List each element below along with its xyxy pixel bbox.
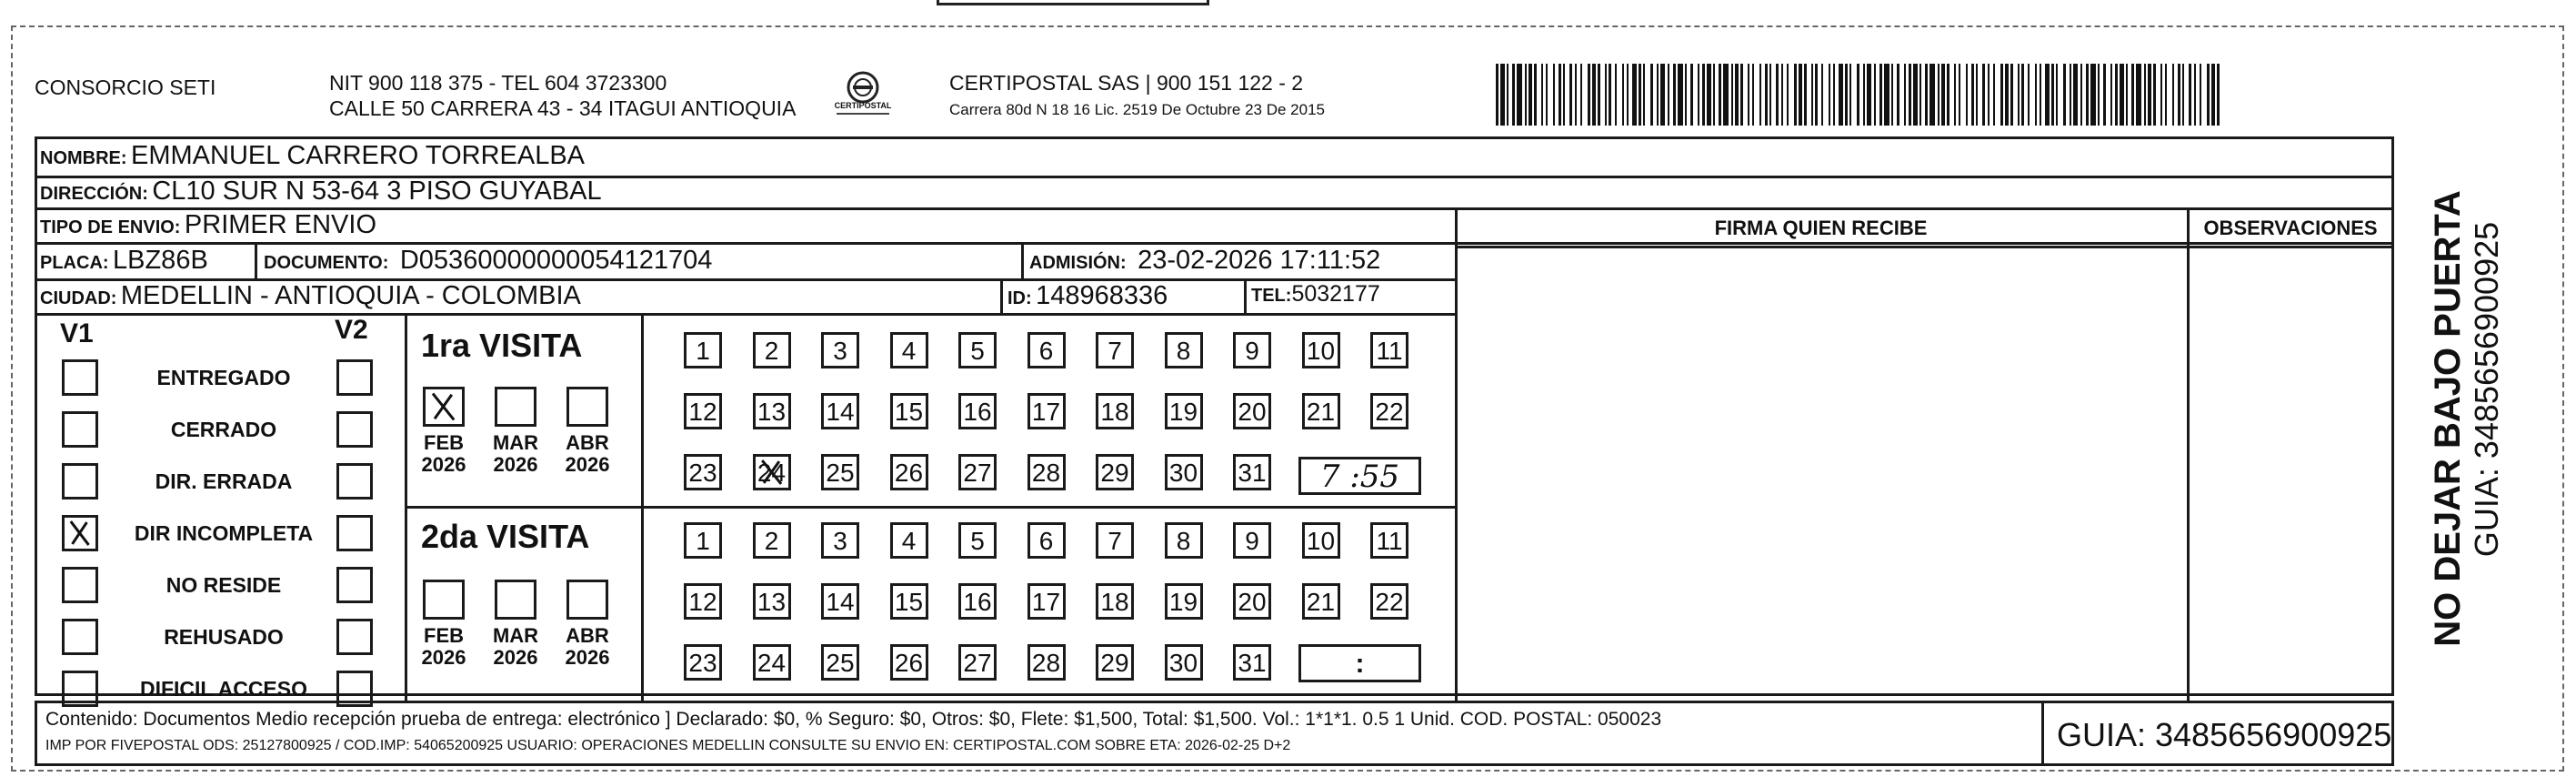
day-box-17[interactable]: 17	[1027, 583, 1066, 620]
day-box-31[interactable]: 31	[1233, 454, 1271, 490]
no-dejar-bajo-puerta: NO DEJAR BAJO PUERTA	[2428, 190, 2468, 647]
month-name: MAR	[492, 431, 539, 454]
day-box-19[interactable]: 19	[1165, 393, 1203, 429]
month-label	[412, 432, 476, 476]
v2-checkbox[interactable]	[336, 463, 373, 500]
day-box-30[interactable]: 30	[1165, 454, 1203, 490]
status-label: ENTREGADO	[156, 366, 291, 389]
tipo-label: TIPO DE ENVIO:	[40, 217, 181, 237]
day-box-31[interactable]: 31	[1233, 644, 1271, 681]
nombre-row	[40, 143, 585, 169]
day-box-5[interactable]: 5	[958, 522, 997, 559]
day-box-4[interactable]: 4	[890, 332, 928, 368]
admision-cell	[1029, 247, 1380, 274]
day-box-3[interactable]: 3	[821, 522, 859, 559]
month-checkbox[interactable]	[566, 387, 608, 427]
placa-label: PLACA:	[40, 253, 109, 273]
day-box-4[interactable]: 4	[890, 522, 928, 559]
day-box-21[interactable]: 21	[1302, 583, 1340, 620]
documento-value: D05360000000054121704	[399, 246, 713, 275]
status-label: DIFICIL ACCESO	[139, 677, 307, 701]
month-year: 2026	[493, 646, 538, 670]
month-checkbox[interactable]	[495, 387, 536, 427]
top-fold-mark	[937, 0, 1209, 5]
direccion-row	[40, 178, 602, 205]
ciudad-cell	[40, 283, 581, 309]
ciudad-label: CIUDAD:	[40, 288, 117, 308]
day-box-20[interactable]: 20	[1233, 583, 1271, 620]
day-box-21[interactable]: 21	[1302, 393, 1340, 429]
day-box-14[interactable]: 14	[821, 583, 859, 620]
handwritten-mark	[426, 389, 462, 424]
day-box-27[interactable]: 27	[958, 644, 997, 681]
status-label: NO RESIDE	[165, 573, 282, 597]
v2-checkbox[interactable]	[336, 671, 373, 707]
first-visit-time-box[interactable]	[1298, 457, 1421, 495]
v2-checkbox[interactable]	[336, 359, 373, 396]
tel-cell	[1251, 283, 1380, 306]
status-label: DIR. ERRADA	[155, 469, 293, 493]
tipo-value: PRIMER ENVIO	[184, 210, 377, 239]
day-box-10[interactable]: 10	[1302, 332, 1340, 368]
logo-text: CERTIPOSTAL	[834, 101, 892, 110]
day-box-24[interactable]: 24	[753, 644, 791, 681]
day-box-18[interactable]: 18	[1096, 583, 1134, 620]
month-label	[484, 625, 547, 669]
day-box-16[interactable]: 16	[958, 583, 997, 620]
documento-cell	[264, 247, 712, 274]
day-box-25[interactable]: 25	[821, 644, 859, 681]
signature-area[interactable]	[1459, 250, 2182, 698]
day-box-25[interactable]: 25	[821, 454, 859, 490]
address-line: CALLE 50 CARRERA 43 - 34 ITAGUI ANTIOQUIA	[329, 96, 797, 120]
day-box-12[interactable]: 12	[684, 583, 722, 620]
tel-label: TEL:	[1251, 286, 1292, 306]
first-visit-time: 7 :55	[1319, 459, 1400, 495]
month-year: 2026	[565, 453, 610, 477]
day-box-1[interactable]: 1	[684, 332, 722, 368]
day-box-3[interactable]: 3	[821, 332, 859, 368]
day-box-30[interactable]: 30	[1165, 644, 1203, 681]
v2-label: V2	[335, 315, 368, 345]
v2-checkbox[interactable]	[336, 515, 373, 551]
day-box-13[interactable]: 13	[753, 393, 791, 429]
admision-value: 23-02-2026 17:11:52	[1138, 246, 1381, 275]
day-box-23[interactable]: 23	[684, 454, 722, 490]
nombre-label: NOMBRE:	[40, 148, 127, 168]
day-box-17[interactable]: 17	[1027, 393, 1066, 429]
day-box-15[interactable]: 15	[890, 583, 928, 620]
day-box-7[interactable]: 7	[1096, 522, 1134, 559]
id-cell	[1007, 283, 1168, 309]
day-box-28[interactable]: 28	[1027, 644, 1066, 681]
nombre-value: EMMANUEL CARRERO TORREALBA	[131, 141, 586, 170]
id-label: ID:	[1007, 288, 1032, 308]
direccion-value: CL10 SUR N 53-64 3 PISO GUYABAL	[152, 177, 602, 206]
day-box-11[interactable]: 11	[1370, 522, 1408, 559]
day-box-22[interactable]: 22	[1370, 393, 1408, 429]
footer-imp: IMP POR FIVEPOSTAL ODS: 25127800925 / COD.IMP: 54065200925 USUARIO: OPERACIONES MEDELLIN CONSULTE SU ENVIO EN: CERTIPOSTAL.COM SOBRE ETA: 2026-02-25 D+2	[45, 738, 1291, 753]
second-visit-title: 2da VISITA	[421, 518, 590, 555]
day-box-29[interactable]: 29	[1096, 454, 1134, 490]
month-year: 2026	[565, 646, 610, 670]
first-visit-title: 1ra VISITA	[421, 327, 583, 364]
v2-checkbox[interactable]	[336, 567, 373, 603]
day-box-8[interactable]: 8	[1165, 522, 1203, 559]
day-box-28[interactable]: 28	[1027, 454, 1066, 490]
day-box-2[interactable]: 2	[753, 332, 791, 368]
v2-checkbox[interactable]	[336, 619, 373, 655]
month-year: 2026	[493, 453, 538, 477]
month-label	[484, 432, 547, 476]
month-checkbox[interactable]	[566, 580, 608, 620]
license-line: Carrera 80d N 18 16 Lic. 2519 De Octubre 23 De 2015	[949, 101, 1325, 118]
tel-value: 5032177	[1291, 281, 1380, 307]
id-value: 148968336	[1036, 281, 1168, 310]
barcode	[1496, 64, 2219, 126]
month-name: ABR	[566, 624, 609, 647]
day-box-19[interactable]: 19	[1165, 583, 1203, 620]
day-box-26[interactable]: 26	[890, 644, 928, 681]
status-label: REHUSADO	[164, 625, 284, 649]
month-label	[412, 625, 476, 669]
day-box-29[interactable]: 29	[1096, 644, 1134, 681]
certipostal-logo	[831, 69, 895, 122]
day-box-9[interactable]: 9	[1233, 332, 1271, 368]
day-box-27[interactable]: 27	[958, 454, 997, 490]
v1-label: V1	[60, 318, 94, 348]
day-box-24[interactable]: 24	[753, 454, 791, 490]
nit-line: NIT 900 118 375 - TEL 604 3723300	[329, 71, 667, 95]
admision-label: ADMISIÓN:	[1029, 253, 1127, 273]
day-box-6[interactable]: 6	[1027, 332, 1066, 368]
day-box-6[interactable]: 6	[1027, 522, 1066, 559]
day-box-15[interactable]: 15	[890, 393, 928, 429]
day-box-1[interactable]: 1	[684, 522, 722, 559]
day-box-8[interactable]: 8	[1165, 332, 1203, 368]
tipo-row	[40, 212, 376, 238]
day-box-12[interactable]: 12	[684, 393, 722, 429]
footer-guia: GUIA: 3485656900925	[2057, 716, 2392, 753]
day-box-9[interactable]: 9	[1233, 522, 1271, 559]
firma-header: FIRMA QUIEN RECIBE	[1714, 217, 1928, 239]
day-box-13[interactable]: 13	[753, 583, 791, 620]
month-name: MAR	[492, 624, 539, 647]
ciudad-value: MEDELLIN - ANTIOQUIA - COLOMBIA	[120, 281, 581, 310]
month-year: 2026	[421, 453, 466, 477]
observaciones-header: OBSERVACIONES	[2203, 217, 2378, 239]
placa-cell	[40, 247, 208, 274]
month-year: 2026	[421, 646, 466, 670]
month-checkbox[interactable]	[423, 580, 465, 620]
month-checkbox[interactable]	[423, 387, 465, 427]
day-box-7[interactable]: 7	[1096, 332, 1134, 368]
placa-value: LBZ86B	[113, 246, 208, 275]
documento-label: DOCUMENTO:	[264, 253, 389, 273]
month-label	[556, 432, 619, 476]
month-name: ABR	[566, 431, 609, 454]
status-label: DIR INCOMPLETA	[134, 521, 314, 545]
day-box-20[interactable]: 20	[1233, 393, 1271, 429]
status-label: CERRADO	[170, 418, 277, 441]
day-box-18[interactable]: 18	[1096, 393, 1134, 429]
month-label	[556, 625, 619, 669]
observaciones-area[interactable]	[2191, 250, 2391, 698]
direccion-label: DIRECCIÓN:	[40, 184, 148, 204]
day-box-11[interactable]: 11	[1370, 332, 1408, 368]
day-box-10[interactable]: 10	[1302, 522, 1340, 559]
day-box-5[interactable]: 5	[958, 332, 997, 368]
cert-line: CERTIPOSTAL SAS | 900 151 122 - 2	[949, 71, 1304, 95]
handwritten-mark	[756, 457, 788, 488]
footer-contenido: Contenido: Documentos Medio recepción prueba de entrega: electrónico ] Declarado: $0, % Seguro: $0, Otros: $0, Flete: $1,500, Total: $1,500. Vol.: 1*1*1. 0.5 1 Unid. COD. POSTAL: 050023	[45, 709, 1662, 730]
day-box-14[interactable]: 14	[821, 393, 859, 429]
day-box-2[interactable]: 2	[753, 522, 791, 559]
day-box-16[interactable]: 16	[958, 393, 997, 429]
month-checkbox[interactable]	[495, 580, 536, 620]
v2-checkbox[interactable]	[336, 411, 373, 448]
month-name: FEB	[424, 431, 464, 454]
day-box-26[interactable]: 26	[890, 454, 928, 490]
company-name: CONSORCIO SETI	[35, 76, 216, 99]
day-box-23[interactable]: 23	[684, 644, 722, 681]
second-visit-time: :	[1355, 649, 1365, 679]
day-box-22[interactable]: 22	[1370, 583, 1408, 620]
second-visit-time-box[interactable]	[1298, 644, 1421, 682]
side-guia: GUIA: 3485656900925	[2468, 221, 2505, 558]
month-name: FEB	[424, 624, 464, 647]
